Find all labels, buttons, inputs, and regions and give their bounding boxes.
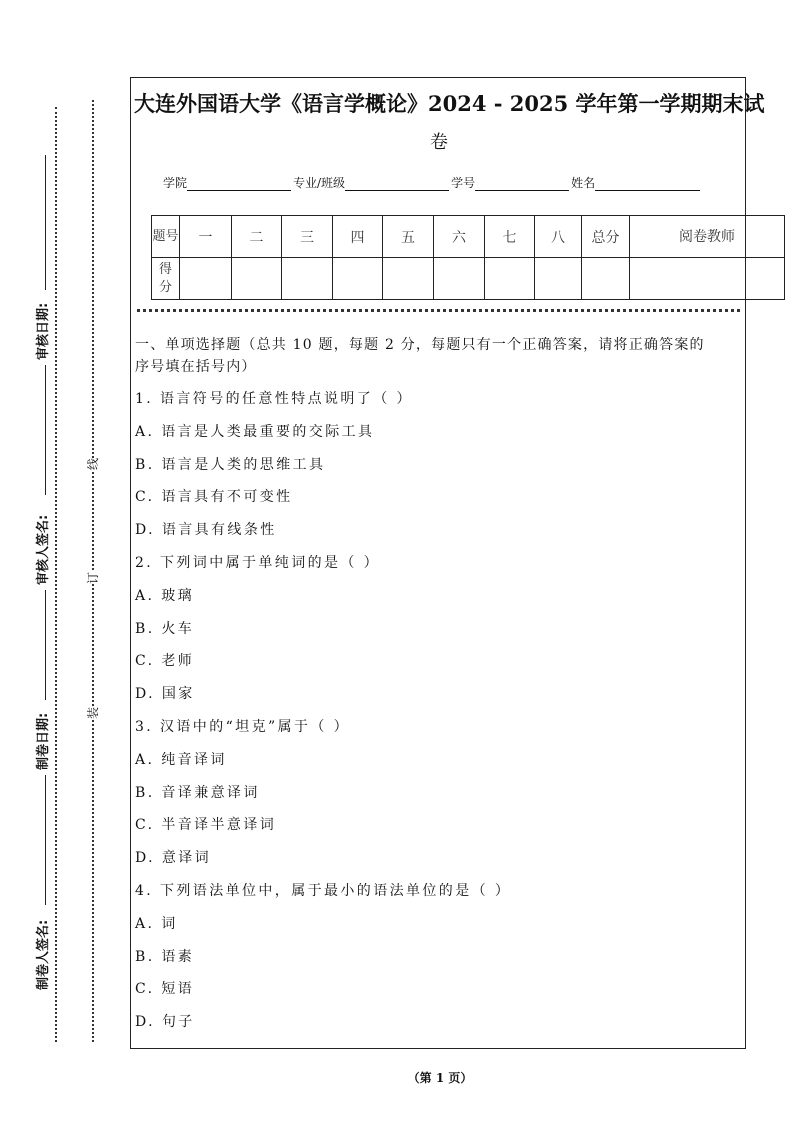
paper-maker-signature-underline <box>45 775 46 905</box>
answer-option[interactable]: A. 语言是人类最重要的交际工具 <box>135 423 375 440</box>
score-table-header-row <box>152 216 785 258</box>
score-table <box>151 215 785 300</box>
answer-option[interactable]: A. 词 <box>135 915 178 932</box>
score-cell[interactable] <box>333 258 383 300</box>
question-number-label: 题号 <box>152 216 180 258</box>
score-cell[interactable] <box>434 258 485 300</box>
score-cell[interactable] <box>630 258 785 300</box>
answer-option[interactable]: C. 半音译半意译词 <box>135 817 277 834</box>
paper-date-label: 制卷日期: <box>36 712 51 770</box>
score-row <box>152 258 785 300</box>
section-heading: 一、单项选择题（总共 10 题，每题 2 分，每题只有一个正确答案，请将正确答案的 <box>135 337 705 353</box>
col-header: 四 <box>333 216 383 258</box>
col-header: 总分 <box>582 216 630 258</box>
score-cell[interactable] <box>232 258 282 300</box>
answer-option[interactable]: B. 语素 <box>135 948 195 965</box>
answer-option[interactable]: D. 句子 <box>135 1014 195 1031</box>
exam-title: 大连外国语大学《语言学概论》2024 - 2025 学年第一学期期末试 <box>134 91 765 116</box>
paper-date-underline <box>45 590 46 700</box>
answer-option[interactable]: C. 老师 <box>135 653 195 670</box>
col-header: 二 <box>232 216 282 258</box>
score-cell[interactable] <box>535 258 582 300</box>
binding-char-zhuang: 装 <box>86 706 101 720</box>
exam-title-continued: 卷 <box>430 132 448 153</box>
answer-option[interactable]: D. 语言具有线条性 <box>135 522 277 539</box>
student-id-field[interactable] <box>475 178 569 191</box>
review-date-label: 审核日期: <box>36 302 51 360</box>
score-cell[interactable] <box>282 258 333 300</box>
answer-option[interactable]: B. 语言是人类的思维工具 <box>135 456 326 473</box>
binding-char-xian: 线 <box>86 457 101 471</box>
score-cell[interactable] <box>383 258 434 300</box>
name-field[interactable] <box>595 178 700 191</box>
question-stem: 3. 汉语中的“坦克”属于（ ） <box>135 719 350 735</box>
question-stem: 2. 下列词中属于单纯词的是（ ） <box>135 555 381 571</box>
col-header: 一 <box>180 216 232 258</box>
score-cell[interactable] <box>180 258 232 300</box>
answer-option[interactable]: D. 国家 <box>135 686 195 703</box>
student-info-row <box>163 174 702 191</box>
question-stem: 1. 语言符号的任意性特点说明了（ ） <box>135 391 413 407</box>
page-footer: （第 1 页） <box>407 1071 473 1085</box>
college-label: 学院 <box>163 176 188 190</box>
binding-char-ding: 订 <box>86 571 101 585</box>
col-header: 八 <box>535 216 582 258</box>
college-field[interactable] <box>187 178 291 191</box>
question-stem: 4. 下列语法单位中，属于最小的语法单位的是（ ） <box>135 883 512 899</box>
major-class-label: 专业/班级 <box>293 176 346 190</box>
score-label: 得分 <box>152 258 180 300</box>
answer-option[interactable]: A. 纯音译词 <box>135 751 227 768</box>
student-id-label: 学号 <box>451 176 476 190</box>
col-header: 六 <box>434 216 485 258</box>
name-label: 姓名 <box>571 176 596 190</box>
dotted-separator <box>137 309 740 312</box>
answer-option[interactable]: C. 语言具有不可变性 <box>135 489 293 506</box>
answer-option[interactable]: A. 玻璃 <box>135 587 195 604</box>
col-header: 七 <box>485 216 535 258</box>
answer-option[interactable]: B. 火车 <box>135 620 195 637</box>
outer-dotted-line <box>55 107 57 1042</box>
col-header: 三 <box>282 216 333 258</box>
col-header: 五 <box>383 216 434 258</box>
score-cell[interactable] <box>485 258 535 300</box>
section-heading-continued: 序号填在括号内） <box>135 359 257 375</box>
score-cell[interactable] <box>582 258 630 300</box>
answer-option[interactable]: C. 短语 <box>135 981 195 998</box>
reviewer-signature-underline <box>45 365 46 495</box>
review-date-underline <box>45 155 46 290</box>
paper-maker-signature-label: 制卷人签名: <box>36 919 51 990</box>
answer-option[interactable]: D. 意译词 <box>135 850 212 867</box>
major-class-field[interactable] <box>345 178 449 191</box>
col-header: 阅卷教师 <box>630 216 785 258</box>
reviewer-signature-label: 审核人签名: <box>36 514 51 585</box>
answer-option[interactable]: B. 音译兼意译词 <box>135 784 260 801</box>
